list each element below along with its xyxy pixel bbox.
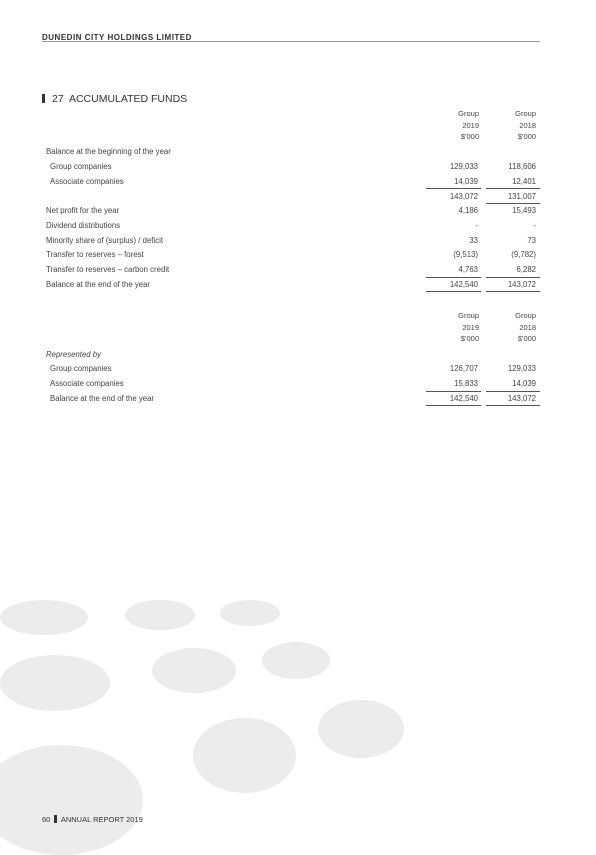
value-2018: 14,039 [512, 379, 536, 388]
value-2018: 129,033 [507, 364, 536, 373]
col-header-line: $'000 [517, 132, 536, 141]
decorative-blob [125, 600, 195, 630]
decorative-blob [0, 600, 88, 635]
value-2018: (9,782) [511, 250, 536, 259]
decorative-blob [0, 745, 143, 855]
value-2019: (9,513) [453, 250, 478, 259]
col-header-line: 2019 [462, 120, 479, 130]
col-header-line: Group [458, 109, 479, 118]
table1-col-2019 [429, 108, 479, 143]
value-2018: 131,007 [507, 192, 536, 201]
value-2018: 143,072 [507, 394, 536, 403]
col-header-line: 2018 [519, 120, 536, 130]
table-row [46, 192, 540, 205]
page-number: 60 [42, 815, 51, 824]
company-name: DUNEDIN CITY HOLDINGS LIMITED [42, 33, 192, 42]
row-label: Balance at the beginning of the year [46, 147, 171, 156]
decorative-blob [152, 648, 236, 693]
value-2019: 142,540 [449, 394, 478, 403]
row-label: Net profit for the year [46, 206, 120, 215]
table-row [46, 364, 540, 377]
col-header-line: Group [515, 311, 536, 320]
value-2018: 12,401 [512, 177, 536, 186]
total-rule [426, 405, 481, 406]
row-label: Group companies [50, 162, 112, 171]
col-header-line: Group [515, 109, 536, 118]
value-2019: 14,039 [454, 177, 478, 186]
col-header-line: 2018 [519, 322, 536, 332]
value-2019: 33 [469, 236, 478, 245]
value-2019: 15,833 [454, 379, 478, 388]
subtotal-rule [426, 188, 481, 189]
col-header-line: $'000 [517, 334, 536, 343]
total-rule [486, 291, 540, 292]
subtotal-rule [486, 188, 540, 189]
table-row [46, 206, 540, 219]
value-2018: - [533, 221, 536, 230]
value-2019: 143,072 [449, 192, 478, 201]
row-label: Transfer to reserves – carbon credit [46, 265, 170, 274]
value-2019: 142,540 [449, 280, 478, 289]
total-rule [486, 405, 540, 406]
value-2018: 6,282 [516, 265, 536, 274]
value-2019: - [475, 221, 478, 230]
value-2019: 4,763 [458, 265, 478, 274]
total-rule [486, 277, 540, 278]
col-header-line: Group [458, 311, 479, 320]
total-rule [426, 391, 481, 392]
table2-col-2018 [486, 310, 536, 345]
row-label: Minority share of (surplus) / deficit [46, 236, 163, 245]
section-heading: ACCUMULATED FUNDS [68, 93, 188, 105]
section-title [42, 93, 187, 105]
value-2019: 4,186 [458, 206, 478, 215]
total-rule [426, 291, 481, 292]
row-label: Associate companies [50, 379, 124, 388]
row-label: Dividend distributions [46, 221, 121, 230]
row-label: Transfer to reserves – forest [46, 250, 144, 259]
decorative-blob [193, 718, 296, 793]
value-2019: 129,033 [449, 162, 478, 171]
total-rule [426, 277, 481, 278]
page-header [42, 27, 540, 42]
page-footer [42, 815, 143, 824]
table-row [46, 221, 540, 234]
table2-col-2019 [429, 310, 479, 345]
footer-marker [54, 815, 57, 823]
table-row [46, 236, 540, 249]
table-row [46, 147, 540, 160]
section-number: 27 [52, 93, 64, 105]
footer-text: ANNUAL REPORT 2019 [60, 815, 143, 824]
col-header-line: $'000 [460, 132, 479, 141]
value-2019: 126,707 [449, 364, 478, 373]
col-header-line: $'000 [460, 334, 479, 343]
row-label: Balance at the end of the year [46, 280, 151, 289]
decorative-blob [318, 700, 404, 758]
row-label: Balance at the end of the year [50, 394, 155, 403]
value-2018: 143,072 [507, 280, 536, 289]
decorative-blob [262, 642, 330, 679]
decorative-blob [220, 600, 280, 626]
row-label: Group companies [50, 364, 112, 373]
table-row [46, 162, 540, 175]
decorative-blob [0, 655, 110, 711]
row-label: Associate companies [50, 177, 124, 186]
table-row [46, 350, 540, 363]
section-marker [42, 94, 45, 103]
subtotal-rule [486, 203, 540, 204]
col-header-line: 2019 [462, 322, 479, 332]
value-2018: 118,606 [508, 162, 536, 171]
value-2018: 73 [527, 236, 536, 245]
table1-col-2018 [486, 108, 536, 143]
table-row [46, 250, 540, 263]
total-rule [486, 391, 540, 392]
value-2018: 15,493 [512, 206, 536, 215]
row-label: Represented by [46, 350, 102, 359]
